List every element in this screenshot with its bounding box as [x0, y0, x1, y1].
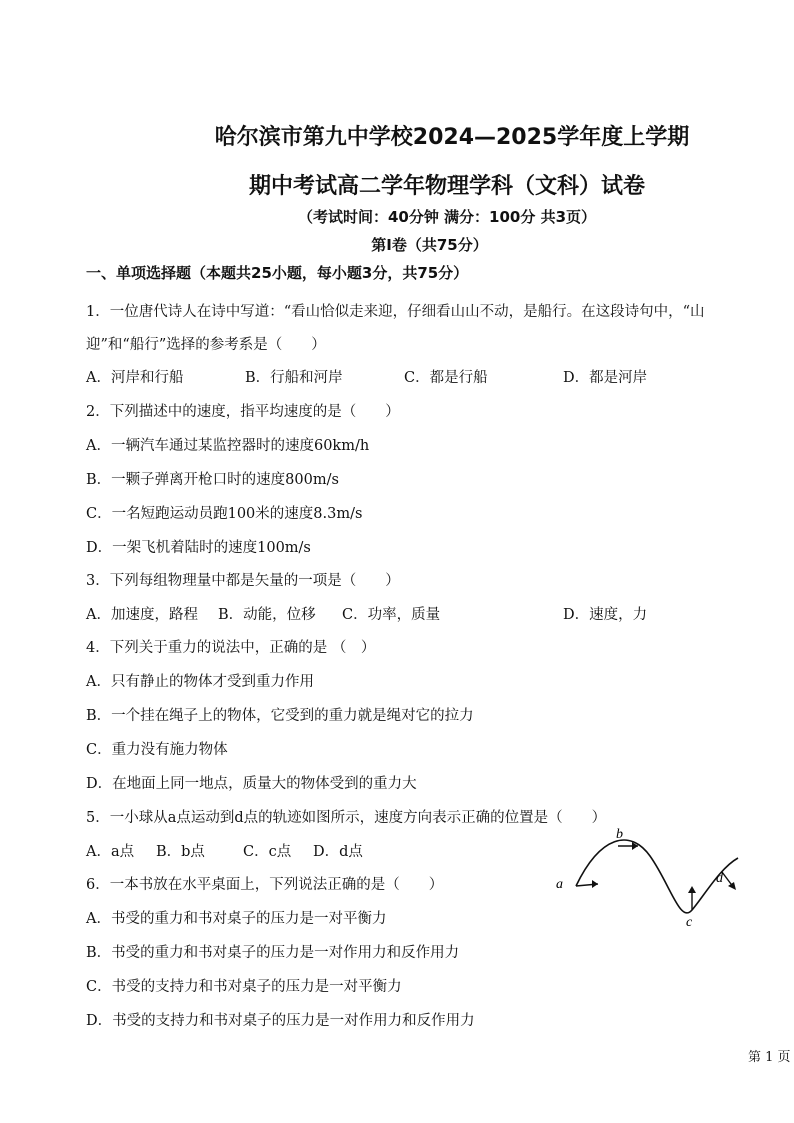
q6-option-a: A．书受的重力和书对桌子的压力是一对平衡力 [86, 911, 387, 927]
q3-option-b: B．动能，位移 [218, 607, 316, 623]
exam-info: （考试时间：40分钟 满分：100分 共3页） [297, 208, 597, 226]
q1-stem-line1: 1．一位唐代诗人在诗中写道：“看山恰似走来迎，仔细看山山不动，是船行。在这段诗句中，“山 [86, 304, 705, 320]
q5-option-a: A．a点 [86, 844, 135, 860]
q3-option-c: C．功率，质量 [342, 607, 441, 623]
trajectory-figure [550, 828, 750, 928]
q5-option-b: B．b点 [156, 844, 205, 860]
page-number: 第 1 页 [748, 1050, 791, 1065]
label-a: a [556, 877, 563, 892]
title-line2: 期中考试高二学年物理学科（文科）试卷 [248, 174, 645, 199]
trajectory-curve [576, 840, 738, 913]
q6-option-b: B．书受的重力和书对桌子的压力是一对作用力和反作用力 [86, 945, 460, 961]
q6-option-d: D．书受的支持力和书对桌子的压力是一对作用力和反作用力 [86, 1013, 475, 1029]
q4-option-d: D．在地面上同一地点，质量大的物体受到的重力大 [86, 776, 417, 792]
q1-option-b: B．行船和河岸 [245, 370, 343, 386]
q4-option-b: B．一个挂在绳子上的物体，它受到的重力就是绳对它的拉力 [86, 708, 474, 724]
q4-option-a: A．只有静止的物体才受到重力作用 [86, 674, 314, 690]
label-d: d [716, 871, 723, 886]
q5-stem: 5．一小球从a点运动到d点的轨迹如图所示，速度方向表示正确的位置是（ ） [86, 810, 607, 826]
q1-option-d: D．都是河岸 [563, 370, 648, 386]
arrowhead-c [688, 886, 696, 893]
title-line1: 哈尔滨市第九中学校2024—2025学年度上学期 [214, 125, 690, 150]
label-c: c [686, 915, 693, 928]
q2-option-b: B．一颗子弹离开枪口时的速度800m/s [86, 472, 339, 488]
q2-option-a: A．一辆汽车通过某监控器时的速度60km/h [86, 438, 370, 454]
part-title: 第Ⅰ卷（共75分） [371, 236, 488, 254]
q6-option-c: C．书受的支持力和书对桌子的压力是一对平衡力 [86, 979, 402, 995]
q3-option-d: D．速度，力 [563, 607, 648, 623]
arrowhead-d [728, 882, 736, 890]
q1-option-c: C．都是行船 [404, 370, 488, 386]
section-heading: 一、单项选择题（本题共25小题，每小题3分，共75分） [86, 264, 469, 282]
q2-option-c: C．一名短跑运动员跑100米的速度8.3m/s [86, 506, 363, 522]
q2-stem: 2．下列描述中的速度，指平均速度的是（ ） [86, 404, 400, 420]
q6-stem: 6．一本书放在水平桌面上，下列说法正确的是（ ） [86, 877, 444, 893]
label-b: b [616, 828, 623, 842]
q5-option-d: D．d点 [313, 844, 363, 860]
q1-stem-line2: 迎”和“船行”选择的参考系是（ ） [86, 337, 326, 353]
q4-option-c: C．重力没有施力物体 [86, 742, 228, 758]
q5-option-c: C．c点 [243, 844, 292, 860]
q3-stem: 3．下列每组物理量中都是矢量的一项是（ ） [86, 573, 400, 589]
q4-stem: 4．下列关于重力的说法中，正确的是 （ ） [86, 640, 376, 656]
q3-option-a: A．加速度，路程 [86, 607, 198, 623]
arrowhead-a [592, 880, 598, 888]
q1-option-a: A．河岸和行船 [86, 370, 184, 386]
q2-option-d: D．一架飞机着陆时的速度100m/s [86, 540, 311, 556]
